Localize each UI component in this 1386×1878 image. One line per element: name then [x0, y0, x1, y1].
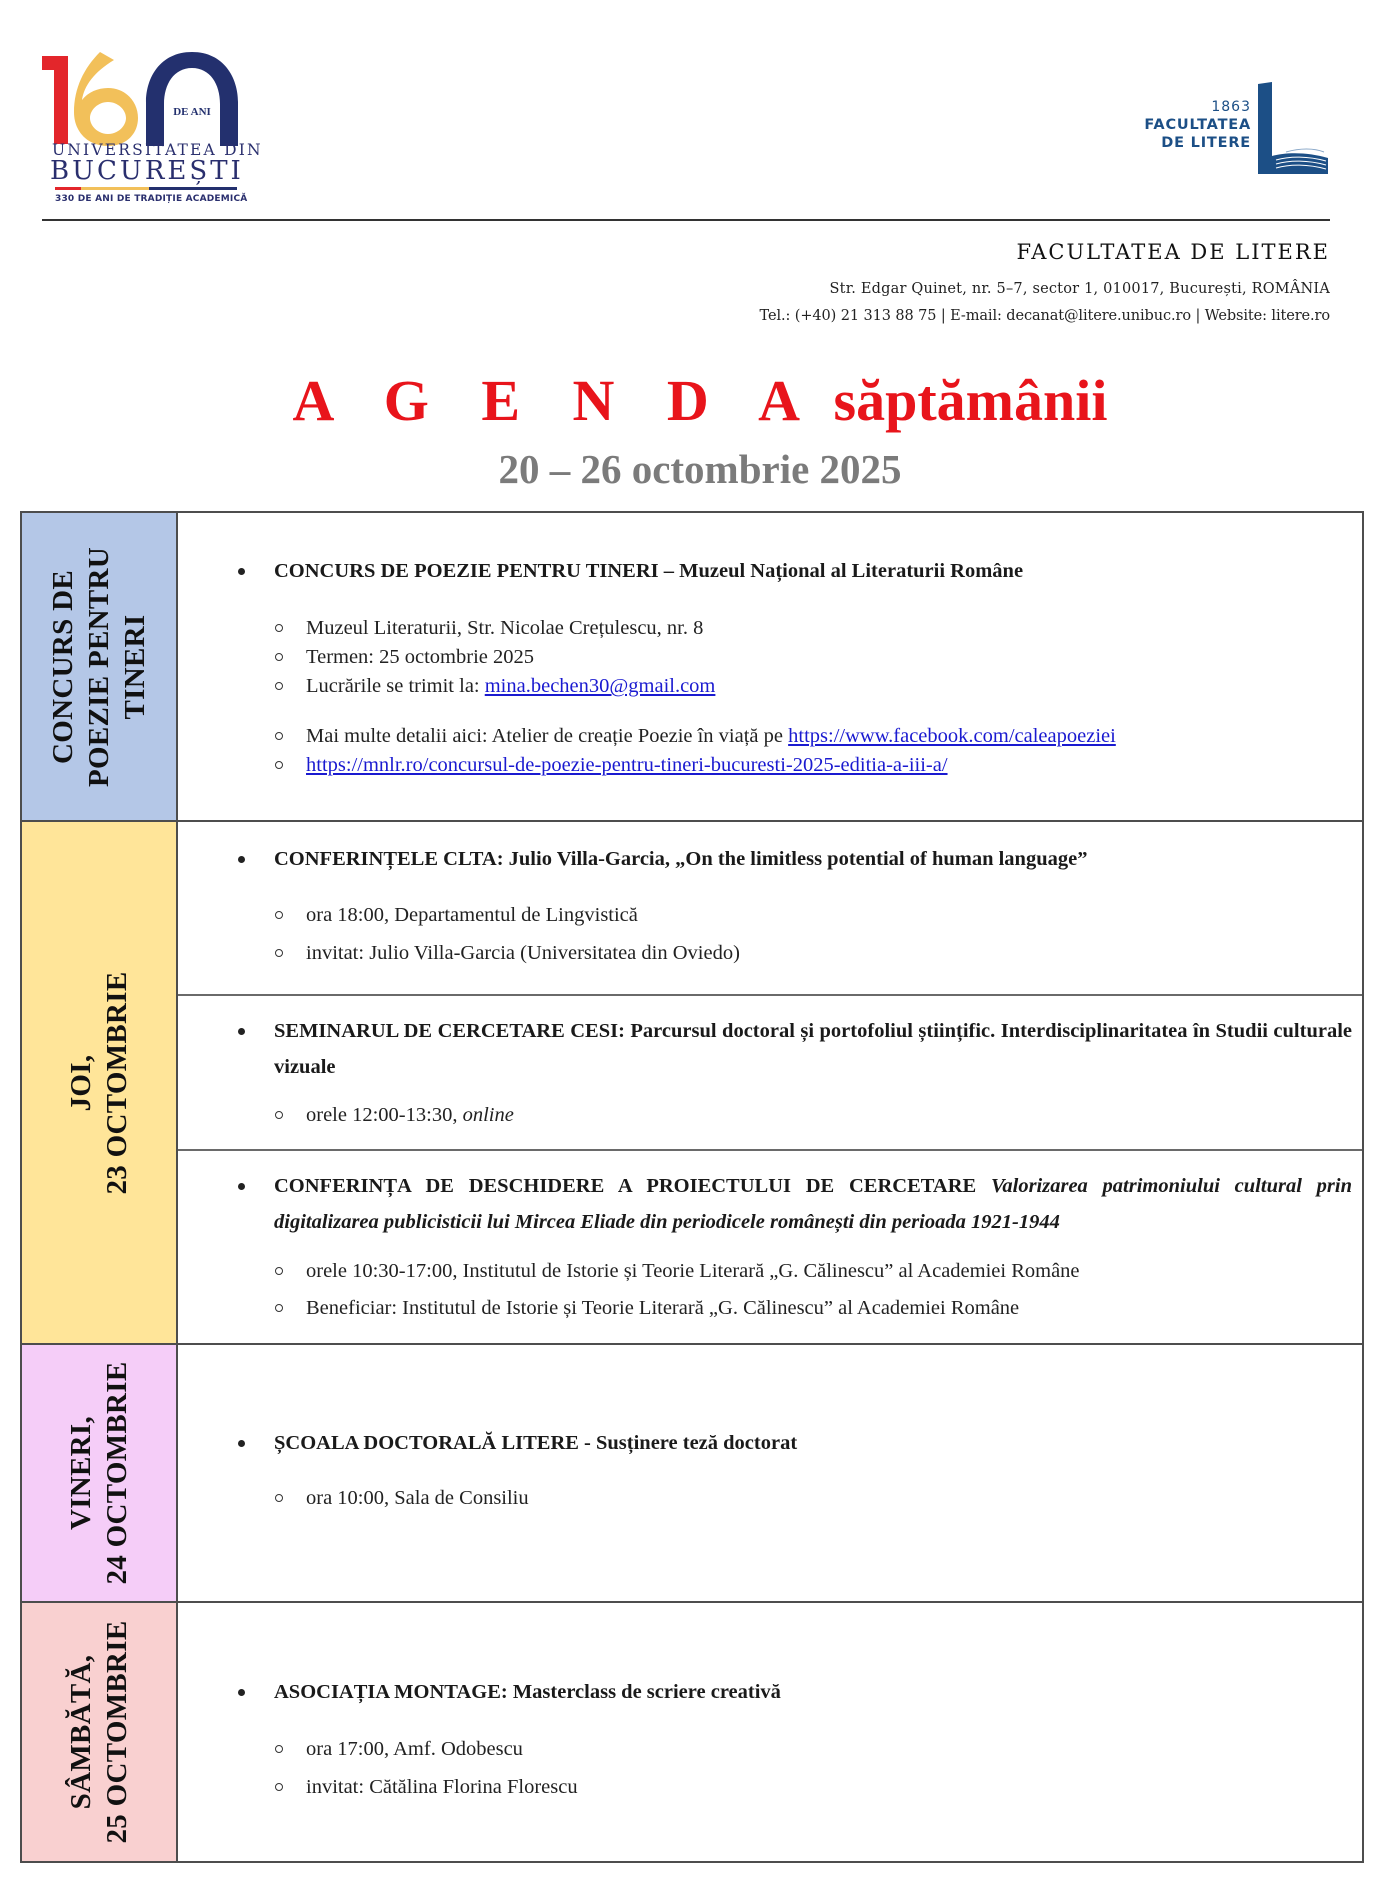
- logo-bar-navy: [149, 187, 237, 190]
- section-label: [63, 1620, 135, 1843]
- section-label: [63, 1361, 135, 1584]
- logo-tagline: 330 DE ANI DE TRADIȚIE ACADEMICĂ: [55, 194, 248, 204]
- event-title-text: SEMINARUL DE CERCETARE CESI: Parcursul doctoral și portofoliul științific. Interdisciplinaritatea în Studii culturale vizuale: [274, 1020, 1352, 1078]
- event-detail-text: invitat: Julio Villa-Garcia (Universitatea din Oviedo): [306, 942, 740, 964]
- section-label-cell: [22, 1603, 178, 1861]
- bullet-icon: [238, 1440, 245, 1447]
- section-label-line: JOI,: [65, 1054, 97, 1111]
- logo-bar-yellow: [81, 187, 149, 190]
- event-detail: [306, 1296, 1352, 1320]
- logo-universitatea-din: UNIVERSITATEA DIN: [52, 141, 263, 159]
- circle-bullet-icon: [275, 911, 283, 919]
- event-title-text: CONFERINȚA DE DESCHIDERE A PROIECTULUI DE CERCETARE: [274, 1175, 991, 1197]
- event-detail-text: Muzeul Literaturii, Str. Nicolae Crețulescu, nr. 8: [306, 617, 704, 639]
- event-detail-text: orele 10:30-17:00, Institutul de Istorie și Teorie Literară „G. Călinescu” al Academiei Române: [306, 1260, 1080, 1282]
- event-detail: [306, 674, 1352, 698]
- event-title-text: CONCURS DE POEZIE PENTRU TINERI – Muzeul Național al Literaturii Române: [274, 560, 1024, 582]
- faculty-contact: Tel.: (+40) 21 313 88 75 | E-mail: decanat@litere.unibuc.ro | Website: litere.ro: [759, 308, 1330, 324]
- section-label-line: 25 OCTOMBRIE: [101, 1620, 133, 1844]
- event-detail: [306, 903, 1352, 927]
- event-title-text: CONFERINȚELE CLTA: Julio Villa-Garcia, „On the limitless potential of human language”: [274, 848, 1088, 870]
- mnlr-link[interactable]: https://mnlr.ro/concursul-de-poezie-pentru-tineri-bucuresti-2025-editia-a-iii-a/: [306, 754, 948, 776]
- event-detail: [306, 1103, 1352, 1127]
- event-detail-italic: online: [462, 1104, 514, 1126]
- event-detail: [306, 753, 1352, 777]
- section-content: [178, 513, 1362, 820]
- logo-bucuresti: BUCUREȘTI: [50, 156, 244, 186]
- event-detail-text: Lucrările se trimit la:: [306, 675, 485, 697]
- event-detail: [306, 1259, 1352, 1283]
- section-label-line: 24 OCTOMBRIE: [101, 1361, 133, 1585]
- section-sambata: [22, 1603, 1362, 1861]
- event-block: [178, 1151, 1362, 1343]
- circle-bullet-icon: [275, 682, 283, 690]
- event-title: [274, 1674, 1352, 1710]
- bullet-icon: [238, 1028, 245, 1035]
- event-detail: [306, 1775, 1352, 1799]
- event-detail: [306, 616, 1352, 640]
- section-label-line: TINERI: [119, 614, 151, 719]
- section-content: [178, 822, 1362, 1343]
- logo-bar-red: [55, 187, 81, 190]
- circle-bullet-icon: [275, 732, 283, 740]
- logo-digit-0: [146, 52, 238, 146]
- event-detail-text: Mai multe detalii aici: Atelier de creație Poezie în viață pe: [306, 725, 789, 747]
- event-title-italic: Valorizarea patrimoniului cultural prin digitalizarea publicisticii lui Mircea Eliade din periodicele românești din perioada 1921-1944: [274, 1175, 1352, 1233]
- circle-bullet-icon: [275, 1783, 283, 1791]
- section-vineri: [22, 1345, 1362, 1603]
- circle-bullet-icon: [275, 949, 283, 957]
- event-detail-text: ora 18:00, Departamentul de Lingvistică: [306, 904, 638, 926]
- logo-digit-1: [42, 56, 68, 144]
- bullet-icon: [238, 856, 245, 863]
- event-detail-text: ora 10:00, Sala de Consiliu: [306, 1487, 529, 1509]
- section-content: [178, 1603, 1362, 1861]
- event-detail-text: ora 17:00, Amf. Odobescu: [306, 1738, 523, 1760]
- logo-de-ani: DE ANI: [173, 106, 211, 118]
- event-block: [178, 822, 1362, 996]
- event-detail: [306, 645, 1352, 669]
- section-label-line: SÂMBĂTĂ,: [65, 1654, 97, 1810]
- circle-bullet-icon: [275, 1111, 283, 1119]
- agenda-week-word: săptămânii: [833, 368, 1108, 433]
- event-detail-text: orele 12:00-13:30,: [306, 1104, 463, 1126]
- section-label-cell: [22, 822, 178, 1343]
- section-joi: [22, 822, 1362, 1345]
- section-label-line: 23 OCTOMBRIE: [101, 970, 133, 1195]
- fl-logo-name: [1120, 116, 1251, 152]
- bullet-icon: [238, 1183, 245, 1190]
- event-detail-text: invitat: Cătălina Florina Florescu: [306, 1776, 578, 1798]
- header-divider: [42, 219, 1330, 221]
- ub-160-mark: [42, 52, 242, 147]
- fl-logo-year: 1863: [1211, 99, 1251, 115]
- event-title: [274, 1013, 1352, 1085]
- bullet-icon: [238, 1689, 245, 1696]
- event-title: [274, 841, 1352, 877]
- agenda-date-range: 20 – 26 octombrie 2025: [498, 446, 902, 492]
- circle-bullet-icon: [275, 1267, 283, 1275]
- event-title-text: ȘCOALA DOCTORALĂ LITERE - Susținere teză doctorat: [274, 1432, 798, 1454]
- event-detail: [306, 941, 1352, 965]
- section-label-line: CONCURS DE: [47, 569, 79, 764]
- fl-logo-line2: DE LITERE: [1161, 135, 1251, 151]
- faculty-address: Str. Edgar Quinet, nr. 5–7, sector 1, 010017, București, ROMÂNIA: [829, 281, 1330, 297]
- circle-bullet-icon: [275, 1745, 283, 1753]
- fl-book-l-icon: [1256, 82, 1330, 176]
- circle-bullet-icon: [275, 624, 283, 632]
- section-content: [178, 1345, 1362, 1601]
- agenda-table: [20, 511, 1364, 1863]
- event-title: [274, 1425, 1352, 1461]
- event-block: [178, 996, 1362, 1151]
- circle-bullet-icon: [275, 761, 283, 769]
- section-label-cell: [22, 1345, 178, 1601]
- agenda-word: A G E N D A: [292, 368, 819, 433]
- section-label: [45, 547, 153, 787]
- circle-bullet-icon: [275, 1304, 283, 1312]
- section-concurs: [22, 513, 1362, 822]
- circle-bullet-icon: [275, 1494, 283, 1502]
- event-detail-text: Beneficiar: Institutul de Istorie și Teorie Literară „G. Călinescu” al Academiei Române: [306, 1297, 1020, 1319]
- facebook-link[interactable]: https://www.facebook.com/caleapoeziei: [788, 725, 1116, 747]
- faculty-title: FACULTATEA DE LITERE: [1016, 240, 1330, 264]
- event-title-text: ASOCIAȚIA MONTAGE: Masterclass de scriere creativă: [274, 1681, 781, 1703]
- fl-logo-line1: FACULTATEA: [1144, 117, 1251, 133]
- email-link[interactable]: mina.bechen30@gmail.com: [484, 675, 716, 697]
- event-title: [274, 1168, 1352, 1240]
- bullet-icon: [238, 568, 245, 575]
- section-label-cell: [22, 513, 178, 820]
- logo-digit-6: [74, 52, 138, 146]
- event-title: [274, 553, 1352, 589]
- circle-bullet-icon: [275, 653, 283, 661]
- agenda-title: [0, 367, 1386, 434]
- event-detail-text: Termen: 25 octombrie 2025: [306, 646, 534, 668]
- event-detail: [306, 1737, 1352, 1761]
- section-label-line: VINERI,: [65, 1415, 97, 1531]
- section-label: [63, 971, 135, 1194]
- event-detail: [306, 1486, 1352, 1510]
- event-detail: [306, 724, 1352, 748]
- section-label-line: POEZIE PENTRU: [83, 546, 115, 787]
